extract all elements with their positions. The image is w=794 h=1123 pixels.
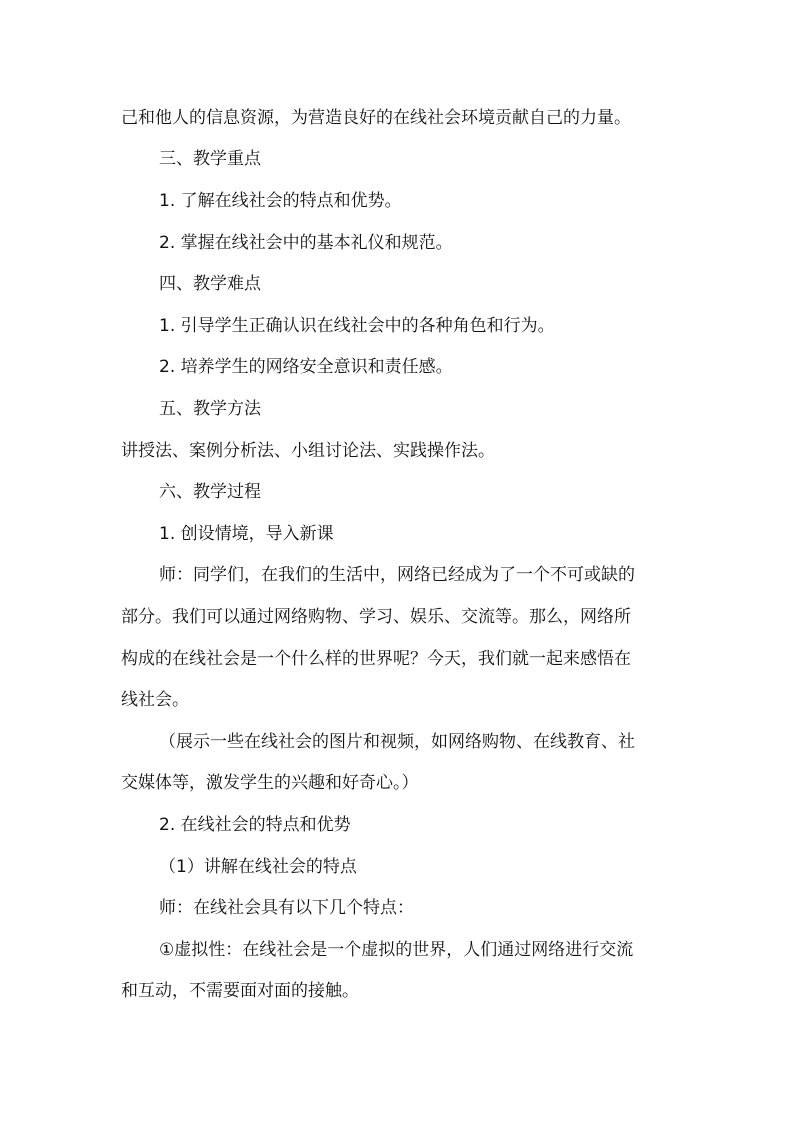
paragraph-line: 构成的在线社会是一个什么样的世界呢？今天，我们就一起来感悟在 bbox=[121, 649, 631, 669]
section-heading: 五、教学方法 bbox=[159, 399, 261, 419]
paragraph-line: ①虚拟性：在线社会是一个虚拟的世界，人们通过网络进行交流 bbox=[159, 940, 634, 960]
paragraph-line: 交媒体等，激发学生的兴趣和好奇心。） bbox=[121, 773, 419, 793]
subsection-heading: （1）讲解在线社会的特点 bbox=[159, 857, 357, 877]
section-heading: 四、教学难点 bbox=[159, 274, 261, 294]
section-heading: 三、教学重点 bbox=[159, 149, 261, 169]
paragraph-line: 线社会。 bbox=[121, 690, 189, 710]
list-item: 1. 了解在线社会的特点和优势。 bbox=[159, 191, 402, 211]
list-item: 2. 掌握在线社会中的基本礼仪和规范。 bbox=[159, 233, 453, 253]
paragraph-line: （展示一些在线社会的图片和视频，如网络购物、在线教育、社 bbox=[159, 732, 635, 752]
paragraph-line: 师：同学们，在我们的生活中，网络已经成为了一个不可或缺的 bbox=[159, 565, 635, 585]
paragraph-line: 师：在线社会具有以下几个特点： bbox=[159, 898, 414, 918]
paragraph-line: 讲授法、案例分析法、小组讨论法、实践操作法。 bbox=[121, 441, 495, 461]
paragraph-line: 部分。我们可以通过网络购物、学习、娱乐、交流等。那么，网络所 bbox=[121, 607, 631, 627]
section-heading: 六、教学过程 bbox=[159, 482, 261, 502]
paragraph-line: 己和他人的信息资源，为营造良好的在线社会环境贡献自己的力量。 bbox=[121, 108, 631, 128]
paragraph-line: 和互动，不需要面对面的接触。 bbox=[121, 981, 359, 1001]
subsection-heading: 1. 创设情境，导入新课 bbox=[159, 524, 334, 544]
list-item: 2. 培养学生的网络安全意识和责任感。 bbox=[159, 357, 453, 377]
list-item: 1. 引导学生正确认识在线社会中的各种角色和行为。 bbox=[159, 316, 555, 336]
subsection-heading: 2. 在线社会的特点和优势 bbox=[159, 815, 351, 835]
